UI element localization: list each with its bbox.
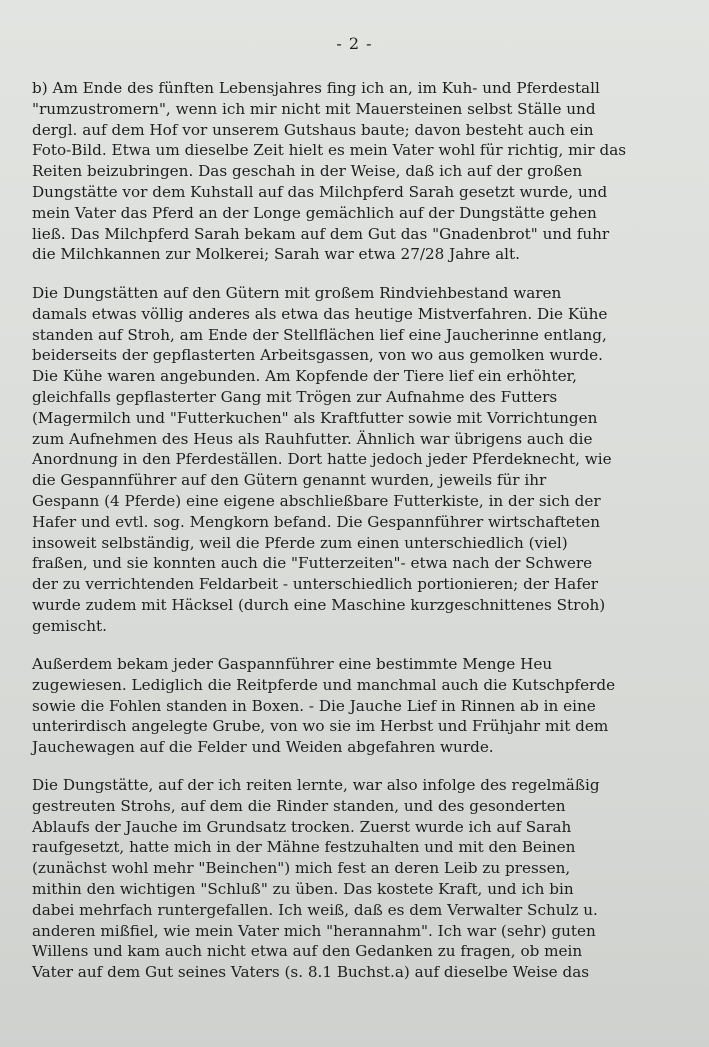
text-line: zugewiesen. Lediglich die Reitpferde und manchmal auch die Kutschpferde bbox=[32, 675, 616, 694]
text-line: unterirdisch angelegte Grube, von wo sie im Herbst und Frühjahr mit dem bbox=[32, 717, 609, 736]
text-line: gestreuten Strohs, auf dem die Rinder standen, und des gesonderten bbox=[32, 796, 566, 815]
text-line: dabei mehrfach runtergefallen. Ich weiß, daß es dem Verwalter Schulz u. bbox=[32, 900, 598, 919]
text-line: Ablaufs der Jauche im Grundsatz trocken. Zuerst wurde ich auf Sarah bbox=[32, 817, 572, 836]
text-line: Vater auf dem Gut seines Vaters (s. 8.1 Buchst.a) auf dieselbe Weise das bbox=[32, 963, 590, 982]
text-line: insoweit selbständig, weil die Pferde zum einen unterschiedlich (viel) bbox=[32, 533, 568, 552]
text-line: die Milchkannen zur Molkerei; Sarah war etwa 27/28 Jahre alt. bbox=[32, 245, 520, 264]
text-line: ließ. Das Milchpferd Sarah bekam auf dem Gut das "Gnadenbrot" und fuhr bbox=[32, 224, 610, 243]
paragraph-1 bbox=[32, 78, 692, 265]
text-line: Gespann (4 Pferde) eine eigene abschließbare Futterkiste, in der sich der bbox=[32, 491, 601, 510]
text-line: standen auf Stroh, am Ende der Stellflächen lief eine Jaucherinne entlang, bbox=[32, 325, 607, 344]
text-line: Foto-Bild. Etwa um dieselbe Zeit hielt es mein Vater wohl für richtig, mir das bbox=[32, 141, 627, 160]
text-line: fraßen, und sie konnten auch die "Futterzeiten"- etwa nach der Schwere bbox=[32, 554, 593, 573]
paragraph-4 bbox=[32, 775, 692, 983]
text-line: Anordnung in den Pferdeställen. Dort hatte jedoch jeder Pferdeknecht, wie bbox=[32, 450, 612, 469]
paragraph-3 bbox=[32, 654, 692, 758]
text-line: b) Am Ende des fünften Lebensjahres fing ich an, im Kuh- und Pferdestall bbox=[32, 79, 600, 97]
text-line: beiderseits der gepflasterten Arbeitsgassen, von wo aus gemolken wurde. bbox=[32, 346, 603, 365]
text-line: die Gespannführer auf den Gütern genannt wurden, jeweils für ihr bbox=[32, 471, 547, 490]
text-line: Die Kühe waren angebunden. Am Kopfende der Tiere lief ein erhöhter, bbox=[32, 367, 577, 386]
text-line: Willens und kam auch nicht etwa auf den Gedanken zu fragen, ob mein bbox=[32, 942, 583, 961]
text-line: Reiten beizubringen. Das geschah in der Weise, daß ich auf der großen bbox=[32, 162, 583, 181]
text-line: Die Dungstätten auf den Gütern mit großem Rindviehbestand waren bbox=[32, 284, 562, 302]
text-line: "rumzustromern", wenn ich mir nicht mit Mauersteinen selbst Ställe und bbox=[32, 99, 596, 118]
text-line: damals etwas völlig anderes als etwa das heutige Mistverfahren. Die Kühe bbox=[32, 304, 608, 323]
text-line: (zunächst wohl mehr "Beinchen") mich fest an deren Leib zu pressen, bbox=[32, 859, 571, 878]
text-line: Die Dungstätte, auf der ich reiten lernte, war also infolge des regelmäßig bbox=[32, 776, 600, 794]
text-line: Jauchewagen auf die Felder und Weiden abgefahren wurde. bbox=[32, 738, 494, 757]
text-line: dergl. auf dem Hof vor unserem Gutshaus baute; davon besteht auch ein bbox=[32, 120, 594, 139]
text-line: gleichfalls gepflasterter Gang mit Trögen zur Aufnahme des Futters bbox=[32, 387, 558, 406]
text-line: (Magermilch und "Futterkuchen" als Kraftfutter sowie mit Vorrichtungen bbox=[32, 408, 598, 427]
text-line: zum Aufnehmen des Heus als Rauhfutter. Ähnlich war übrigens auch die bbox=[32, 429, 593, 448]
text-line: Außerdem bekam jeder Gaspannführer eine bestimmte Menge Heu bbox=[32, 655, 553, 673]
text-line: mithin den wichtigen "Schluß" zu üben. Das kostete Kraft, und ich bin bbox=[32, 879, 574, 898]
text-line: gemischt. bbox=[32, 616, 107, 635]
text-line: mein Vater das Pferd an der Longe gemächlich auf der Dungstätte gehen bbox=[32, 203, 597, 222]
text-line: sowie die Fohlen standen in Boxen. - Die Jauche Lief in Rinnen ab in eine bbox=[32, 696, 596, 715]
text-line: Dungstätte vor dem Kuhstall auf das Milchpferd Sarah gesetzt wurde, und bbox=[32, 182, 608, 201]
paragraph-2 bbox=[32, 283, 692, 637]
page-number: - 2 - bbox=[336, 34, 373, 53]
text-line: raufgesetzt, hatte mich in der Mähne festzuhalten und mit den Beinen bbox=[32, 838, 576, 857]
text-line: wurde zudem mit Häcksel (durch eine Maschine kurzgeschnittenes Stroh) bbox=[32, 595, 606, 614]
text-line: der zu verrichtenden Feldarbeit - unterschiedlich portionieren; der Hafer bbox=[32, 575, 599, 594]
text-line: Hafer und evtl. sog. Mengkorn befand. Die Gespannführer wirtschafteten bbox=[32, 512, 600, 531]
text-line: anderen mißfiel, wie mein Vater mich "herannahm". Ich war (sehr) guten bbox=[32, 921, 596, 940]
